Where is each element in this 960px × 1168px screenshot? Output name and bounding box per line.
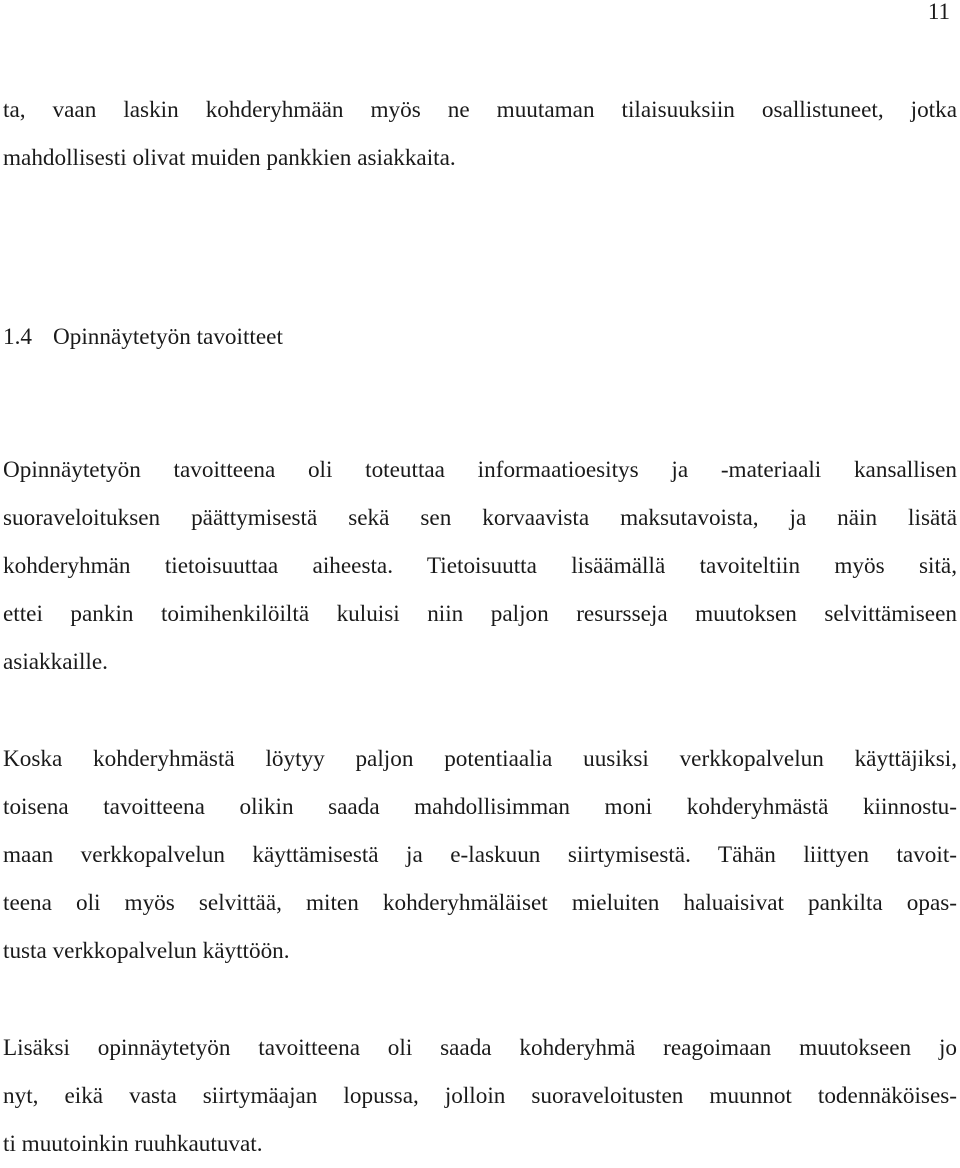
- section-title: Opinnäytetyön tavoitteet: [53, 324, 283, 350]
- text-line: nyt, eikä vasta siirtymäajan lopussa, jolloin suoraveloitusten muunnot todennäköises-: [3, 1083, 957, 1109]
- text-line: Lisäksi opinnäytetyön tavoitteena oli saada kohderyhmä reagoimaan muutokseen jo: [3, 1035, 957, 1061]
- text-line: ta, vaan laskin kohderyhmään myös ne muutaman tilaisuuksiin osallistuneet, jotka: [3, 97, 957, 123]
- text-line: suoraveloituksen päättymisestä sekä sen korvaavista maksutavoista, ja näin lisätä: [3, 505, 957, 531]
- text-line: ti muutoinkin ruuhkautuvat.: [3, 1131, 263, 1157]
- text-line: maan verkkopalvelun käyttämisestä ja e-laskuun siirtymisestä. Tähän liittyen tavoit-: [3, 842, 957, 868]
- text-line: Koska kohderyhmästä löytyy paljon potentiaalia uusiksi verkkopalvelun käyttäjiksi,: [3, 746, 957, 772]
- text-line: mahdollisesti olivat muiden pankkien asiakkaita.: [3, 145, 456, 171]
- paragraph-secondary-goal: [3, 735, 957, 975]
- section-heading: [3, 313, 283, 361]
- paragraph-intro: [3, 86, 957, 182]
- text-line: tusta verkkopalvelun käyttöön.: [3, 938, 290, 964]
- section-number: 1.4: [3, 324, 32, 350]
- page-number: 11: [927, 0, 950, 24]
- text-line: toisena tavoitteena olikin saada mahdollisimman moni kohderyhmästä kiinnostu-: [3, 794, 957, 820]
- text-line: kohderyhmän tietoisuuttaa aiheesta. Tietoisuutta lisäämällä tavoiteltiin myös sitä,: [3, 553, 957, 579]
- text-line: Opinnäytetyön tavoitteena oli toteuttaa informaatioesitys ja -materiaali kansallisen: [3, 457, 957, 483]
- paragraph-additional-goal: [3, 1024, 957, 1168]
- text-line: ettei pankin toimihenkilöiltä kuluisi niin paljon resursseja muutoksen selvittämiseen: [3, 601, 957, 627]
- text-line: asiakkaille.: [3, 649, 108, 675]
- paragraph-goals: [3, 446, 957, 686]
- text-line: teena oli myös selvittää, miten kohderyhmäläiset mieluiten haluaisivat pankilta opas-: [3, 890, 957, 916]
